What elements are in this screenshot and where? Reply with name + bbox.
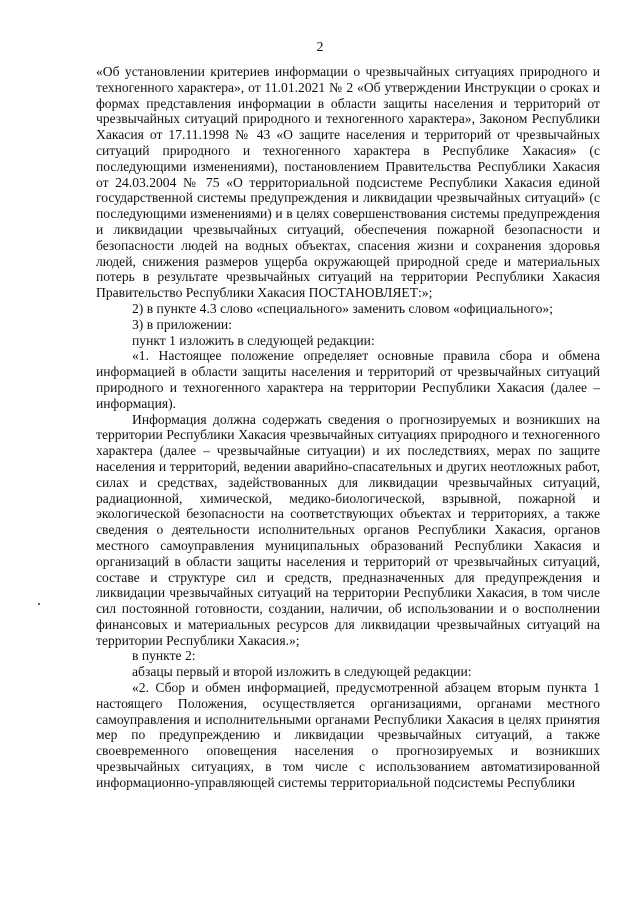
- paragraph-item-1-text: «1. Настоящее положение определяет основные правила сбора и обмена информацией в области защиты населения и территорий от чрезвычайных ситуаций природного и техногенного характера на территории Республики Хакасия (далее – информация).: [96, 348, 600, 411]
- paragraph-amendment-3: 3) в приложении:: [132, 316, 232, 332]
- paragraph-preamble-continuation: «Об установлении критериев информации о чрезвычайных ситуациях природного и техногенного характера», от 11.01.2021 № 2 «Об утверждении Инструкции о сроках и формах представления информации в области защиты населения и территорий от чрезвычайных ситуаций природного и техногенного характера», Законом Республики Хакасия от 17.11.1998 № 43 «О защите населения и территорий от чрезвычайных ситуаций природного и техногенного характера в Республике Хакасия» (с последующими изменениями), постановлением Правительства Республики Хакасия от 24.03.2004 № 75 «О территориальной подсистеме Республики Хакасия единой государственной системы предупреждения и ликвидации чрезвычайных ситуаций» (с последующими изменениями) и в целях совершенствования системы предупреждения и ликвидации чрезвычайных ситуаций, обеспечения пожарной безопасности и безопасности людей на водных объектах, спасения жизни и сохранения здоровья людей, снижения размеров ущерба окружающей природной среде и материальных потерь в результате чрезвычайных ситуаций на территории Республики Хакасия Правительство Республики Хакасия ПОСТАНОВЛЯЕТ:»;: [96, 64, 600, 301]
- paragraph-item-2-subintro: абзацы первый и второй изложить в следующей редакции:: [132, 664, 472, 680]
- paragraph-amendment-2: 2) в пункте 4.3 слово «специального» заменить словом «официального»;: [132, 300, 553, 316]
- paragraph-item-2-text: «2. Сбор и обмен информацией, предусмотренной абзацем вторым пункта 1 настоящего Положения, осуществляется организациями, органами местного самоуправления и исполнительными органами Республики Хакасия в целях принятия мер по предупреждению и ликвидации чрезвычайных ситуаций, а также своевременного оповещения населения о прогнозируемых и возникших чрезвычайных ситуациях, в том числе с использованием автоматизированной информационно-управляющей системы территориальной подсистемы Республики: [96, 680, 600, 790]
- scan-speck: [38, 603, 40, 605]
- paragraph-information-content: Информация должна содержать сведения о прогнозируемых и возникших на территории Республики Хакасия чрезвычайных ситуациях природного и техногенного характера (далее – чрезвычайные ситуации) и их последствиях, мерах по защите населения и территорий, ведении аварийно-спасательных и других неотложных работ, силах и средствах, задействованных для ликвидации чрезвычайных ситуаций, радиационной, химической, медико-биологической, взрывной, пожарной и экологической безопасности на соответствующих объектах и территориях, а также сведения о деятельности исполнительных органов Республики Хакасия, органов местного самоуправления муниципальных образований Республики Хакасия и организаций в области защиты населения и территорий от чрезвычайных ситуаций, составе и структуре сил и средств, предназначенных для предупреждения и ликвидации чрезвычайных ситуаций на территории Республики Хакасия, в том числе сил постоянной готовности, создании, наличии, об использовании и о восполнении финансовых и материальных ресурсов для ликвидации чрезвычайных ситуаций на территории Республики Хакасия.»;: [96, 411, 600, 648]
- paragraph-item-1-intro: пункт 1 изложить в следующей редакции:: [132, 332, 375, 348]
- document-body: [96, 64, 600, 791]
- paragraph-item-2-intro: в пункте 2:: [132, 648, 196, 664]
- page-number: 2: [316, 40, 324, 55]
